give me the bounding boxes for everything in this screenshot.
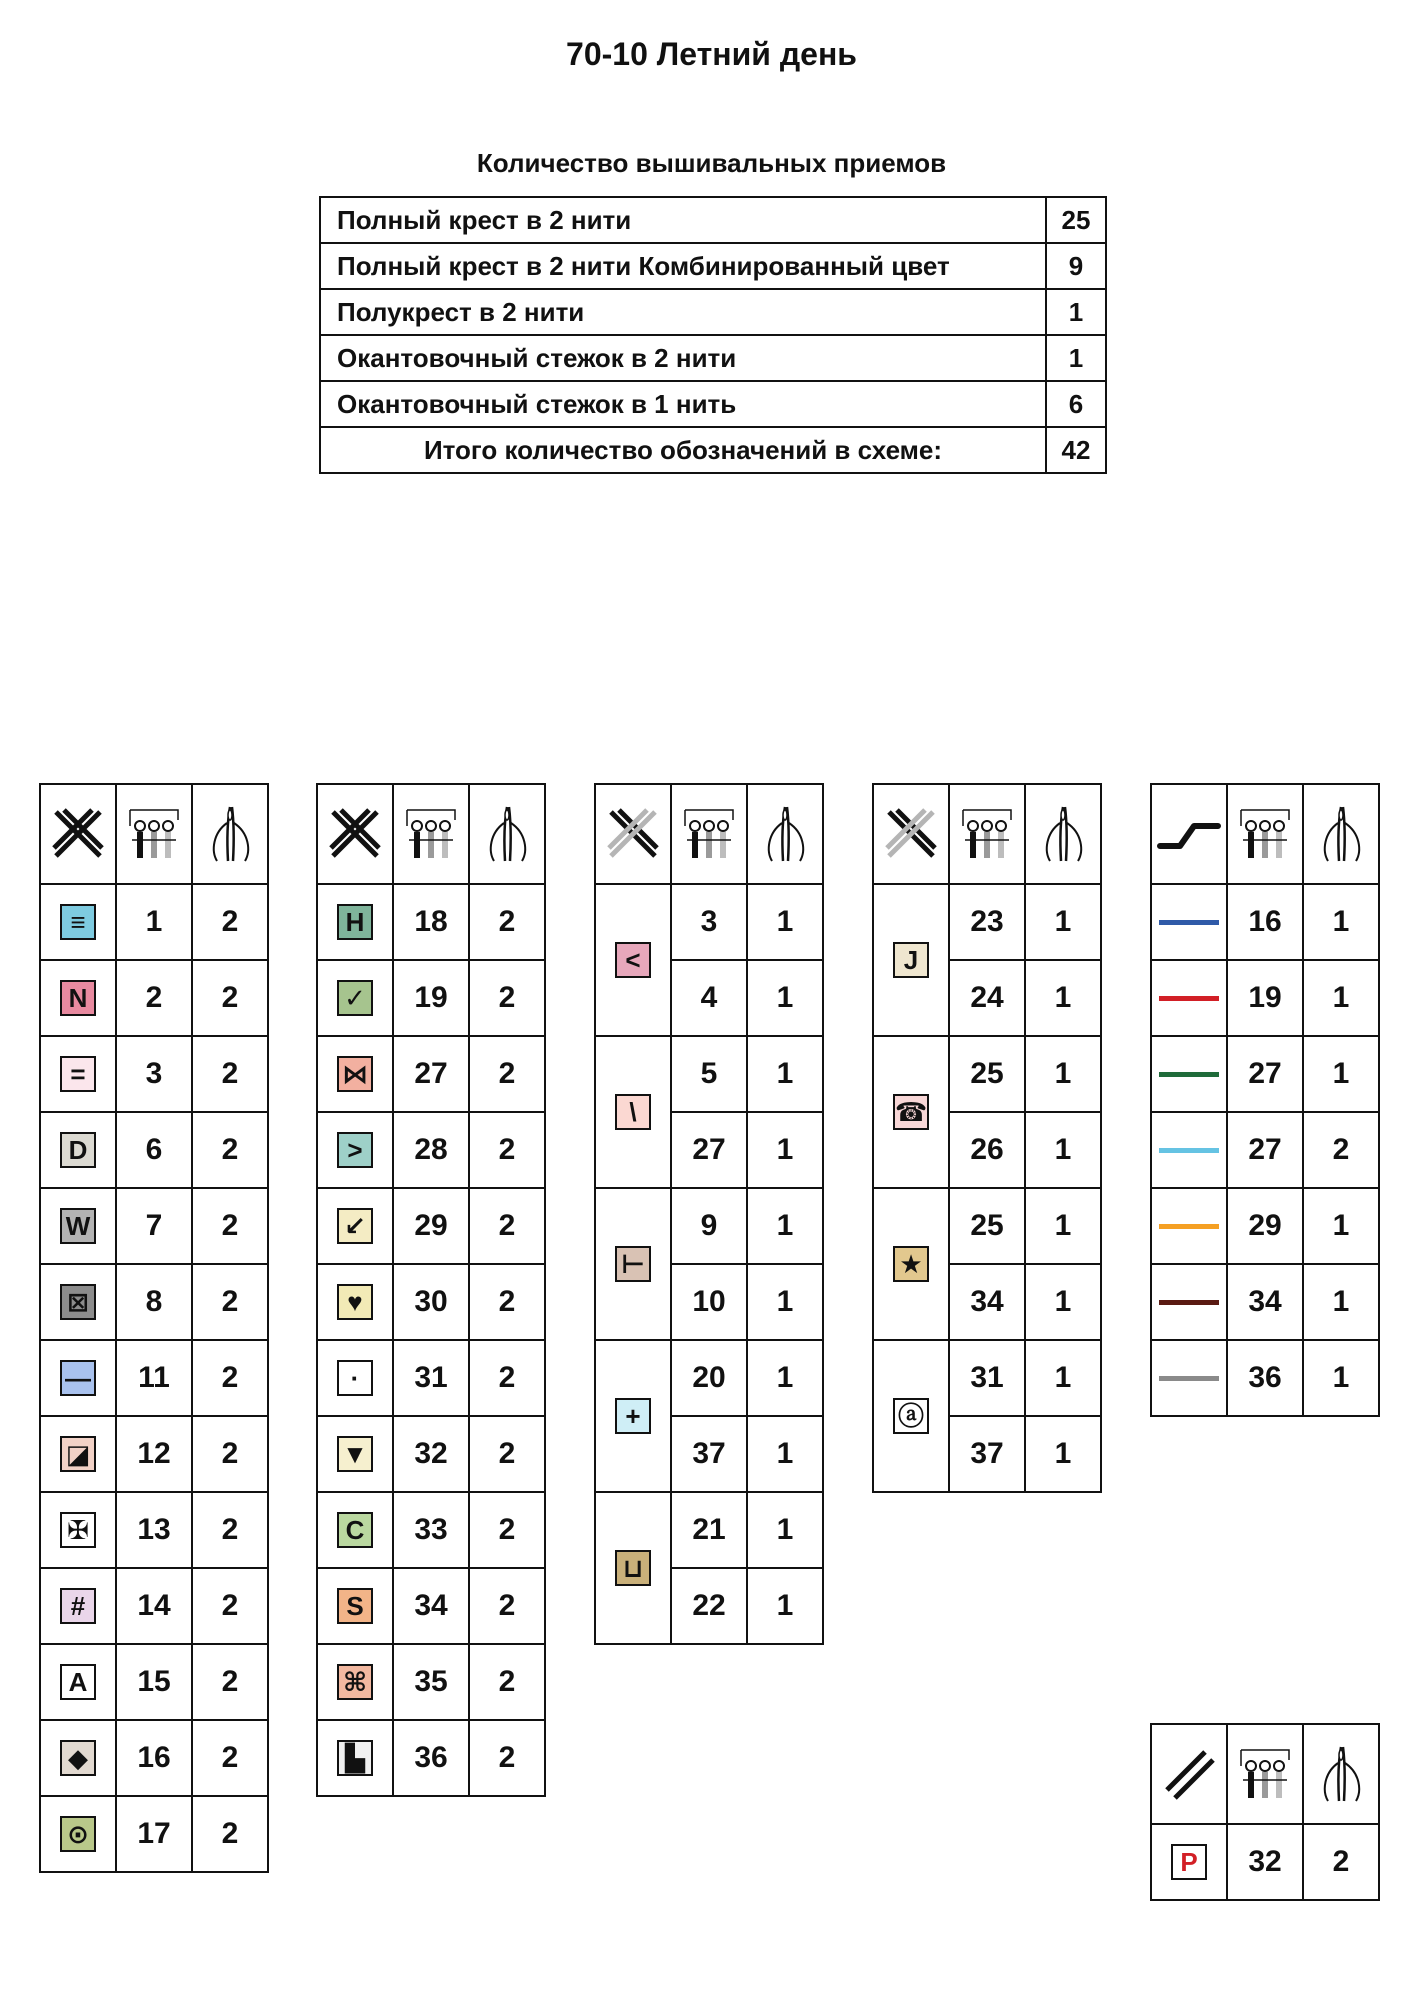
key-row (873, 1036, 1101, 1112)
thread-spools-icon (1237, 1746, 1293, 1802)
key-row (1151, 1188, 1379, 1264)
key-row (595, 1340, 823, 1416)
color-number: 11 (116, 1340, 192, 1416)
symbol-cell (40, 1720, 116, 1796)
color-number: 27 (393, 1036, 469, 1112)
color-number: 23 (949, 884, 1025, 960)
key-row (317, 884, 545, 960)
needle-icon (1316, 803, 1366, 865)
symbol-cell (40, 1188, 116, 1264)
key-row (40, 960, 268, 1036)
key-row (40, 1112, 268, 1188)
strand-count: 2 (192, 1796, 268, 1872)
color-number: 27 (1227, 1036, 1303, 1112)
key-row (40, 1720, 268, 1796)
strands-header (1303, 784, 1379, 884)
strand-count: 2 (469, 1188, 545, 1264)
summary-count: 6 (1046, 381, 1106, 427)
key-row (40, 1264, 268, 1340)
strand-count: 1 (1025, 1188, 1101, 1264)
chart-symbol: \ (615, 1094, 651, 1130)
chart-symbol: ⌘ (337, 1664, 373, 1700)
symbol-cell (317, 960, 393, 1036)
color-number: 4 (671, 960, 747, 1036)
strand-count: 2 (469, 1568, 545, 1644)
chart-symbol: ⋈ (337, 1056, 373, 1092)
chart-symbol: ⓐ (893, 1398, 929, 1434)
color-number: 12 (116, 1416, 192, 1492)
thread-color-header (1227, 784, 1303, 884)
backstitch-icon (1156, 814, 1222, 854)
color-number: 16 (1227, 884, 1303, 960)
symbol-cell (317, 884, 393, 960)
symbol-cell (40, 1340, 116, 1416)
page-title: 70-10 Летний день (566, 36, 857, 72)
color-number: 16 (116, 1720, 192, 1796)
key-row (317, 1568, 545, 1644)
symbol-cell (40, 1796, 116, 1872)
summary-count: 1 (1046, 289, 1106, 335)
summary-label: Окантовочный стежок в 2 нити (320, 335, 1046, 381)
symbol-cell (40, 1416, 116, 1492)
full-cross-key-table-2 (316, 783, 546, 1797)
strand-count: 2 (192, 960, 268, 1036)
strand-count: 1 (747, 1568, 823, 1644)
color-number: 25 (949, 1188, 1025, 1264)
symbol-cell (1151, 1188, 1227, 1264)
summary-count: 1 (1046, 335, 1106, 381)
chart-symbol: J (893, 942, 929, 978)
symbol-cell (317, 1188, 393, 1264)
half-cross-icon (1161, 1746, 1217, 1802)
symbol-cell (317, 1036, 393, 1112)
strand-count: 1 (1025, 884, 1101, 960)
chart-symbol: ☎ (893, 1094, 929, 1130)
chart-symbol: > (337, 1132, 373, 1168)
strand-count: 2 (192, 1264, 268, 1340)
chart-symbol: ⊔ (615, 1550, 651, 1586)
strand-count: 1 (747, 960, 823, 1036)
strand-count: 2 (192, 1188, 268, 1264)
strand-count: 2 (192, 1492, 268, 1568)
key-header-row (873, 784, 1101, 884)
strand-count: 2 (192, 1568, 268, 1644)
summary-label: Полный крест в 2 нити (320, 197, 1046, 243)
strand-count: 2 (469, 1416, 545, 1492)
symbol-cell (40, 1264, 116, 1340)
chart-symbol: D (60, 1132, 96, 1168)
key-row (873, 1340, 1101, 1416)
key-row (40, 1568, 268, 1644)
color-number: 2 (116, 960, 192, 1036)
key-row (317, 1492, 545, 1568)
summary-row (320, 197, 1106, 243)
color-number: 19 (393, 960, 469, 1036)
symbol-cell (317, 1720, 393, 1796)
symbol-cell (317, 1264, 393, 1340)
color-number: 13 (116, 1492, 192, 1568)
key-row (1151, 1340, 1379, 1416)
symbol-cell (40, 960, 116, 1036)
key-row (317, 1112, 545, 1188)
color-number: 33 (393, 1492, 469, 1568)
line-color-sample (1159, 1072, 1219, 1077)
color-number: 3 (671, 884, 747, 960)
needle-icon (1038, 803, 1088, 865)
chart-symbol: · (337, 1360, 373, 1396)
symbol-cell (1151, 884, 1227, 960)
full-cross-key-table-1 (39, 783, 269, 1873)
key-row (1151, 1824, 1379, 1900)
summary-count: 25 (1046, 197, 1106, 243)
strand-count: 2 (469, 1720, 545, 1796)
strand-count: 1 (1025, 1112, 1101, 1188)
symbol-cell (317, 1568, 393, 1644)
strand-count: 2 (469, 960, 545, 1036)
summary-heading: Количество вышивальных приемов (476, 148, 947, 178)
summary-label: Полукрест в 2 нити (320, 289, 1046, 335)
chart-symbol: S (337, 1588, 373, 1624)
symbol-cell (40, 884, 116, 960)
line-color-sample (1159, 1300, 1219, 1305)
symbol-cell (40, 1644, 116, 1720)
strand-count: 2 (469, 1264, 545, 1340)
symbol-cell (1151, 1036, 1227, 1112)
chart-symbol: ≡ (60, 904, 96, 940)
color-number: 7 (116, 1188, 192, 1264)
key-header-row (1151, 1724, 1379, 1824)
strands-header (1025, 784, 1101, 884)
strand-count: 2 (469, 884, 545, 960)
symbol-cell (1151, 1264, 1227, 1340)
color-number: 27 (671, 1112, 747, 1188)
key-row (595, 1036, 823, 1112)
color-number: 6 (116, 1112, 192, 1188)
chart-symbol: W (60, 1208, 96, 1244)
color-number: 18 (393, 884, 469, 960)
color-number: 34 (1227, 1264, 1303, 1340)
key-row (1151, 960, 1379, 1036)
key-row (317, 1416, 545, 1492)
thread-spools-icon (403, 806, 459, 862)
chart-symbol: < (615, 942, 651, 978)
line-color-sample (1159, 996, 1219, 1001)
chart-symbol: P (1171, 1844, 1207, 1880)
color-number: 24 (949, 960, 1025, 1036)
thread-spools-icon (959, 806, 1015, 862)
strand-count: 1 (747, 1492, 823, 1568)
strand-count: 1 (1025, 1264, 1101, 1340)
key-row (1151, 1264, 1379, 1340)
cross-stitch-icon (327, 806, 383, 862)
color-number: 30 (393, 1264, 469, 1340)
chart-symbol: ⊙ (60, 1816, 96, 1852)
strand-count: 2 (192, 1036, 268, 1112)
color-number: 10 (671, 1264, 747, 1340)
combined-cross-key-table-1 (594, 783, 824, 1645)
color-number: 25 (949, 1036, 1025, 1112)
color-number: 22 (671, 1568, 747, 1644)
strand-count: 1 (747, 1416, 823, 1492)
color-number: 1 (116, 884, 192, 960)
chart-symbol: H (337, 904, 373, 940)
key-row (873, 1188, 1101, 1264)
color-number: 31 (949, 1340, 1025, 1416)
line-color-sample (1159, 1148, 1219, 1153)
needle-icon (1316, 1743, 1366, 1805)
stitch-type-header (317, 784, 393, 884)
key-row (40, 1340, 268, 1416)
strand-count: 1 (1025, 960, 1101, 1036)
summary-label: Полный крест в 2 нити Комбинированный цвет (320, 243, 1046, 289)
key-row (595, 1492, 823, 1568)
combined-cross-key-table-2 (872, 783, 1102, 1493)
needle-icon (205, 803, 255, 865)
strand-count: 1 (747, 1188, 823, 1264)
summary-count: 9 (1046, 243, 1106, 289)
color-number: 29 (1227, 1188, 1303, 1264)
symbol-cell (595, 1492, 671, 1644)
strand-count: 1 (1025, 1340, 1101, 1416)
key-row (595, 1188, 823, 1264)
thread-spools-icon (1237, 806, 1293, 862)
symbol-cell (317, 1416, 393, 1492)
key-row (873, 884, 1101, 960)
chart-symbol: = (60, 1056, 96, 1092)
color-number: 5 (671, 1036, 747, 1112)
summary-row (320, 335, 1106, 381)
needle-icon (482, 803, 532, 865)
technique-summary-table (319, 196, 1107, 474)
color-number: 29 (393, 1188, 469, 1264)
key-header-row (1151, 784, 1379, 884)
strand-count: 2 (192, 1644, 268, 1720)
strand-count: 1 (747, 1340, 823, 1416)
key-row (40, 1644, 268, 1720)
stitch-type-header (873, 784, 949, 884)
key-row (317, 1720, 545, 1796)
backstitch-key-table (1150, 783, 1380, 1417)
thread-color-header (116, 784, 192, 884)
strand-count: 1 (747, 1036, 823, 1112)
summary-row (320, 243, 1106, 289)
symbol-cell (873, 1340, 949, 1492)
strand-count: 2 (469, 1340, 545, 1416)
color-number: 27 (1227, 1112, 1303, 1188)
color-number: 3 (116, 1036, 192, 1112)
key-row (1151, 884, 1379, 960)
chart-symbol: A (60, 1664, 96, 1700)
key-row (317, 960, 545, 1036)
symbol-cell (317, 1112, 393, 1188)
strands-header (747, 784, 823, 884)
symbol-cell (40, 1568, 116, 1644)
strand-count: 2 (1303, 1112, 1379, 1188)
symbol-cell (595, 1036, 671, 1188)
strand-count: 1 (747, 1112, 823, 1188)
color-number: 31 (393, 1340, 469, 1416)
color-number: 35 (393, 1644, 469, 1720)
thread-color-header (393, 784, 469, 884)
summary-label: Окантовочный стежок в 1 нить (320, 381, 1046, 427)
key-row (40, 1036, 268, 1112)
symbol-cell (595, 1340, 671, 1492)
chart-symbol: ↙ (337, 1208, 373, 1244)
line-color-sample (1159, 1376, 1219, 1381)
key-row (1151, 1036, 1379, 1112)
chart-symbol: ◆ (60, 1740, 96, 1776)
symbol-cell (1151, 1824, 1227, 1900)
thread-color-header (1227, 1724, 1303, 1824)
strands-header (1303, 1724, 1379, 1824)
chart-symbol: — (60, 1360, 96, 1396)
strands-header (192, 784, 268, 884)
strand-count: 2 (192, 884, 268, 960)
chart-symbol: C (337, 1512, 373, 1548)
color-number: 9 (671, 1188, 747, 1264)
strand-count: 2 (469, 1036, 545, 1112)
symbol-cell (40, 1112, 116, 1188)
chart-symbol: ✠ (60, 1512, 96, 1548)
thread-spools-icon (126, 806, 182, 862)
chart-symbol: ♥ (337, 1284, 373, 1320)
color-number: 20 (671, 1340, 747, 1416)
color-number: 32 (393, 1416, 469, 1492)
strand-count: 1 (1303, 1264, 1379, 1340)
strand-count: 1 (1303, 1340, 1379, 1416)
color-number: 19 (1227, 960, 1303, 1036)
color-number: 32 (1227, 1824, 1303, 1900)
key-row (595, 884, 823, 960)
thread-spools-icon (681, 806, 737, 862)
chart-symbol: ✓ (337, 980, 373, 1016)
strand-count: 1 (747, 884, 823, 960)
color-number: 34 (393, 1568, 469, 1644)
symbol-cell (40, 1492, 116, 1568)
key-header-row (317, 784, 545, 884)
summary-total-row (320, 427, 1106, 473)
color-number: 37 (949, 1416, 1025, 1492)
line-color-sample (1159, 920, 1219, 925)
key-row (317, 1036, 545, 1112)
color-number: 21 (671, 1492, 747, 1568)
color-number: 28 (393, 1112, 469, 1188)
symbol-cell (1151, 1112, 1227, 1188)
key-row (1151, 1112, 1379, 1188)
symbol-cell (1151, 1340, 1227, 1416)
key-row (317, 1188, 545, 1264)
strand-count: 1 (1303, 884, 1379, 960)
strand-count: 1 (1025, 1036, 1101, 1112)
strand-count: 1 (1303, 1188, 1379, 1264)
chart-symbol: ▼ (337, 1436, 373, 1472)
strand-count: 2 (192, 1416, 268, 1492)
stitch-type-header (1151, 1724, 1227, 1824)
strands-header (469, 784, 545, 884)
key-row (317, 1340, 545, 1416)
color-number: 26 (949, 1112, 1025, 1188)
stitch-type-header (1151, 784, 1227, 884)
key-row (40, 1416, 268, 1492)
key-row (317, 1644, 545, 1720)
symbol-cell (317, 1644, 393, 1720)
chart-symbol: ★ (893, 1246, 929, 1282)
key-row (40, 1492, 268, 1568)
cross-stitch-icon (883, 806, 939, 862)
symbol-cell (873, 884, 949, 1036)
strand-count: 2 (469, 1492, 545, 1568)
chart-symbol: # (60, 1588, 96, 1624)
color-number: 34 (949, 1264, 1025, 1340)
stitch-type-header (595, 784, 671, 884)
line-color-sample (1159, 1224, 1219, 1229)
color-number: 37 (671, 1416, 747, 1492)
color-number: 14 (116, 1568, 192, 1644)
key-header-row (595, 784, 823, 884)
chart-symbol: ▙ (337, 1740, 373, 1776)
strand-count: 1 (1025, 1416, 1101, 1492)
stitch-type-header (40, 784, 116, 884)
thread-color-header (949, 784, 1025, 884)
chart-symbol: ⊠ (60, 1284, 96, 1320)
key-row (40, 1188, 268, 1264)
strand-count: 2 (192, 1340, 268, 1416)
color-number: 36 (1227, 1340, 1303, 1416)
summary-row (320, 381, 1106, 427)
symbol-cell (317, 1340, 393, 1416)
symbol-cell (317, 1492, 393, 1568)
summary-total-count: 42 (1046, 427, 1106, 473)
symbol-cell (595, 1188, 671, 1340)
key-row (40, 884, 268, 960)
strand-count: 2 (469, 1644, 545, 1720)
half-cross-key-table (1150, 1723, 1380, 1901)
strand-count: 1 (1303, 1036, 1379, 1112)
color-number: 36 (393, 1720, 469, 1796)
key-row (317, 1264, 545, 1340)
thread-color-header (671, 784, 747, 884)
symbol-cell (1151, 960, 1227, 1036)
chart-symbol: ⊢ (615, 1246, 651, 1282)
symbol-cell (873, 1036, 949, 1188)
cross-stitch-icon (50, 806, 106, 862)
summary-row (320, 289, 1106, 335)
symbol-cell (595, 884, 671, 1036)
color-number: 8 (116, 1264, 192, 1340)
strand-count: 2 (469, 1112, 545, 1188)
chart-symbol: ◪ (60, 1436, 96, 1472)
color-number: 17 (116, 1796, 192, 1872)
key-row (40, 1796, 268, 1872)
strand-count: 2 (192, 1112, 268, 1188)
symbol-cell (873, 1188, 949, 1340)
strand-count: 1 (747, 1264, 823, 1340)
strand-count: 1 (1303, 960, 1379, 1036)
strand-count: 2 (1303, 1824, 1379, 1900)
key-header-row (40, 784, 268, 884)
chart-symbol: + (615, 1398, 651, 1434)
strand-count: 2 (192, 1720, 268, 1796)
chart-symbol: N (60, 980, 96, 1016)
needle-icon (760, 803, 810, 865)
cross-stitch-icon (605, 806, 661, 862)
symbol-cell (40, 1036, 116, 1112)
summary-total-label: Итого количество обозначений в схеме: (320, 427, 1046, 473)
color-number: 15 (116, 1644, 192, 1720)
